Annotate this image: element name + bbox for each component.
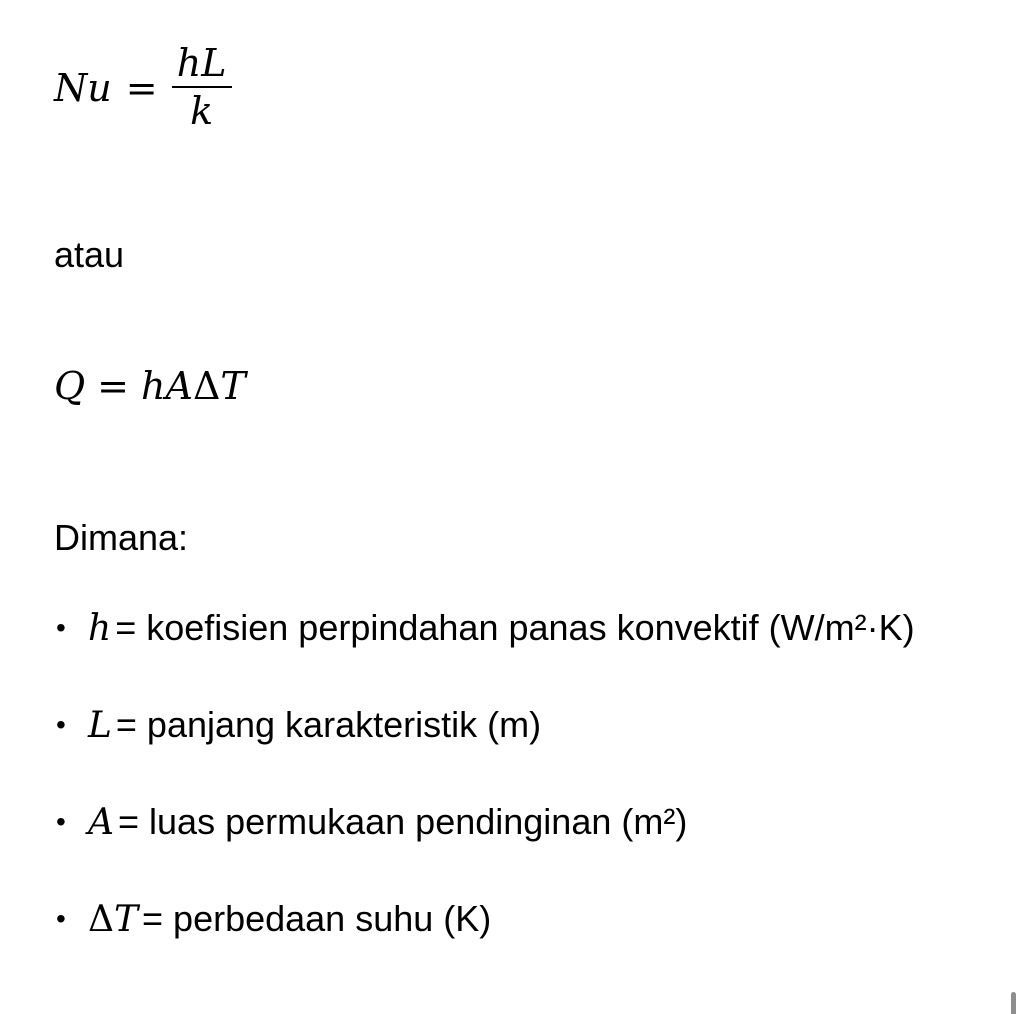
symbol-delta-t bbox=[88, 899, 138, 940]
list-item bbox=[54, 893, 984, 946]
bullet: • bbox=[56, 903, 66, 934]
fraction-numerator: hL bbox=[176, 41, 227, 86]
bullet: • bbox=[56, 709, 66, 740]
bullet: • bbox=[56, 612, 66, 643]
equals-sign: = bbox=[125, 66, 158, 110]
fraction-denominator: k bbox=[190, 89, 214, 133]
definition-text: = perbedaan suhu (K) bbox=[142, 898, 492, 939]
bullet: • bbox=[56, 806, 66, 837]
symbol-t: T bbox=[114, 899, 139, 940]
definition-text: = luas permukaan pendinginan (m²) bbox=[118, 801, 688, 842]
symbol-l: L bbox=[88, 705, 112, 746]
heat-lhs: Q bbox=[54, 364, 86, 408]
equals-sign: = bbox=[97, 364, 129, 408]
list-item bbox=[54, 602, 984, 655]
definition-text: = koefisien perpindahan panas konvektif (W/m²·K) bbox=[115, 607, 915, 648]
list-item bbox=[54, 796, 984, 849]
where-label: Dimana: bbox=[54, 517, 189, 558]
symbol-h: h bbox=[88, 608, 112, 649]
heat-transfer-equation bbox=[54, 364, 246, 408]
symbol-a: A bbox=[88, 802, 114, 843]
definition-text: = panjang karakteristik (m) bbox=[115, 704, 542, 745]
heat-rhs-h: h bbox=[141, 364, 166, 408]
nusselt-equation bbox=[54, 32, 232, 144]
heat-rhs-t: T bbox=[220, 364, 246, 408]
heat-rhs-a: A bbox=[165, 364, 193, 408]
list-item bbox=[54, 699, 984, 752]
fraction bbox=[172, 41, 232, 133]
scrollbar-thumb[interactable] bbox=[1011, 992, 1016, 1014]
definitions-list bbox=[54, 602, 984, 946]
delta-glyph: Δ bbox=[88, 899, 114, 940]
connector-text: atau bbox=[54, 234, 125, 275]
nusselt-lhs: Nu bbox=[54, 66, 112, 110]
heat-rhs-delta: Δ bbox=[192, 364, 221, 408]
